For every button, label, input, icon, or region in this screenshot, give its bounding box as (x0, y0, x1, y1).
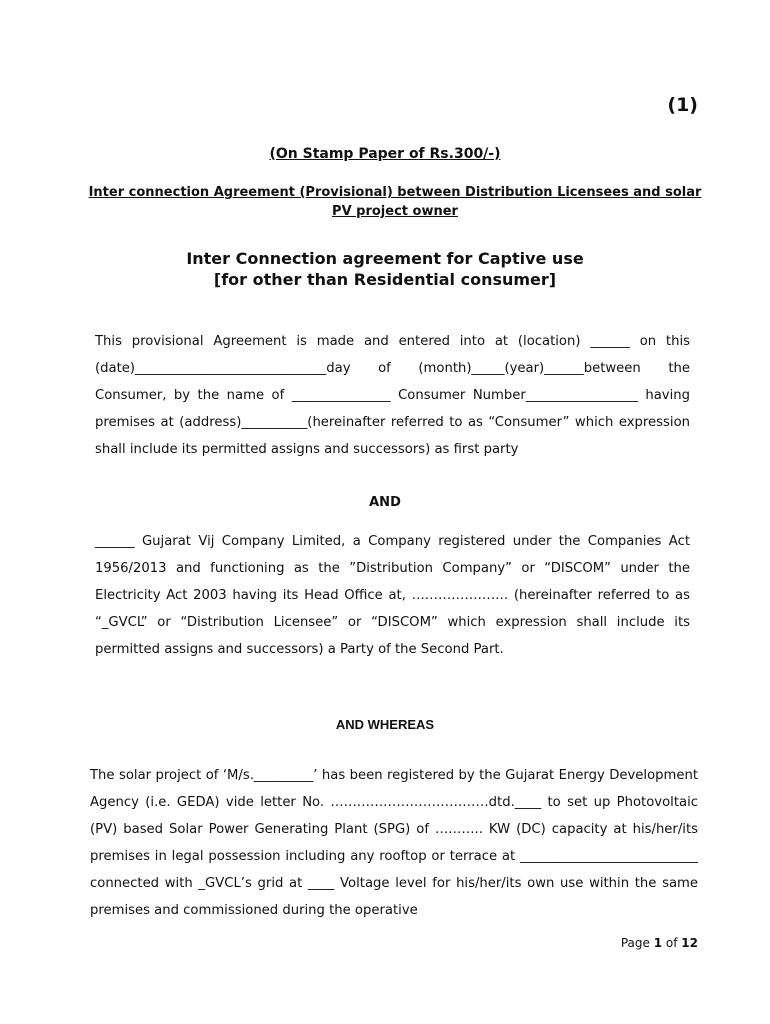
footer-page-prefix: Page (620, 936, 650, 950)
footer-current-page: 1 (653, 936, 663, 950)
title-line-2: [for other than Residential consumer] (213, 270, 557, 289)
and-heading: AND (369, 495, 401, 510)
page-footer (621, 936, 698, 950)
footer-total-pages: 12 (681, 936, 698, 950)
title-line-1: Inter Connection agreement for Captive use (186, 249, 584, 268)
solar-project-paragraph: The solar project of ‘M/s._________’ has been registered by the Gujarat Energy Development Agency (i.e. GEDA) vide letter No. ………………………………dtd.____ to set up Photovoltaic (PV) based Solar Power Generating Plant (SPG) of ……….. KW (DC) capacity at his/her/its premises in legal possession including any rooftop or terrace at ___________________________ connected with _GVCL’s grid at ____ Voltage level for his/her/its own use within the same premises and commissioned during the operative (90, 768, 698, 918)
footer-of: of (665, 936, 678, 950)
and-whereas-heading: AND WHEREAS (335, 717, 435, 732)
agreement-subtitle: Inter connection Agreement (Provisional) between Distribution Licensees and solar PV project owner (88, 185, 702, 219)
stamp-paper-note: (On Stamp Paper of Rs.300/-) (269, 146, 501, 162)
agreement-title (0, 248, 770, 290)
first-party-paragraph: This provisional Agreement is made and entered into at (location) ______ on this (date)_____________________________day of (month)_____(year)______between the Consumer, by the name of _______________ Consumer Number_________________ having premises at (address)__________(hereinafter referred to as “Consumer” which expression shall include its permitted assigns and successors) as first party (95, 334, 690, 457)
second-party-paragraph: ______ Gujarat Vij Company Limited, a Company registered under the Companies Act 1956/2013 and functioning as the ”Distribution Company” or “DISCOM” under the Electricity Act 2003 having its Head Office at, …………………. (hereinafter referred to as “_GVCL” or “Distribution Licensee” or “DISCOM” which expression shall include its permitted assigns and successors) a Party of the Second Part. (95, 534, 690, 657)
page-label: (1) (667, 94, 698, 116)
